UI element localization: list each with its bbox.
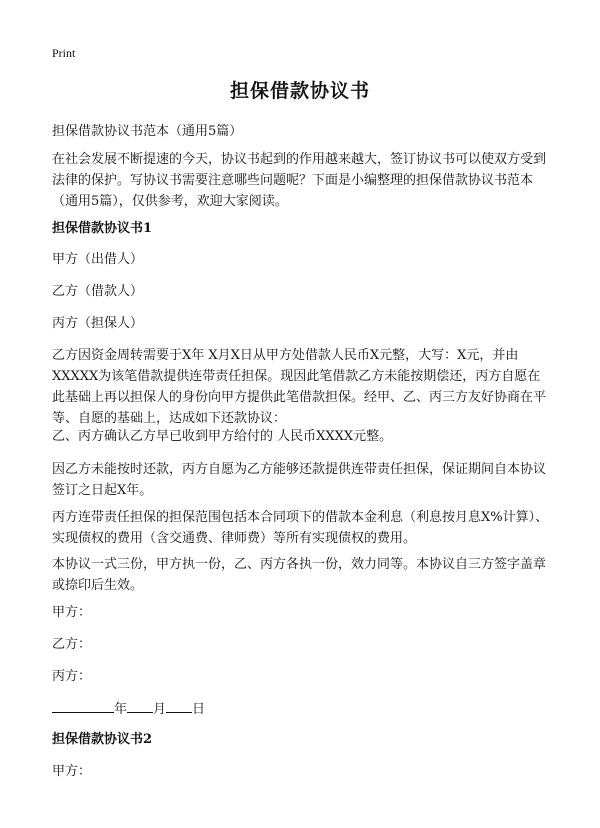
page-title: 担保借款协议书 (229, 80, 370, 102)
document-subtitle: 担保借款协议书范本（通用5篇） (52, 124, 243, 139)
month-label: 月 (153, 702, 167, 717)
year-label: 年 (114, 702, 128, 717)
day-label: 日 (192, 702, 206, 717)
month-blank (127, 698, 153, 713)
party-a-label: 甲方（出借人） (52, 252, 144, 267)
signature-party-a: 甲方： (52, 605, 92, 620)
signature-party-b: 乙方： (52, 637, 92, 652)
intro-paragraph: 在社会发展不断提速的今天，协议书起到的作用越来越大，签订协议书可以使双方受到法律的保护。写协议书需要注意哪些问题呢？下面是小编整理的担保借款协议书范本（通用5篇），仅供参考，欢迎大家阅读。 (52, 152, 547, 209)
signature-date-line (52, 698, 552, 720)
party-c-label: 丙方（担保人） (52, 316, 144, 331)
clause-paragraph-3: 因乙方未能按时还款，丙方自愿为乙方能够还款提供连带责任担保，保证期间自本协议签订之日起X年。 (52, 462, 547, 498)
year-blank (52, 698, 114, 713)
clause-paragraph-2: 乙、丙方确认乙方早已收到甲方给付的 人民币XXXX元整。 (52, 429, 393, 444)
signature-party-c: 丙方： (52, 669, 92, 684)
party-b-label: 乙方（借款人） (52, 284, 144, 299)
clause-paragraph-1: 乙方因资金周转需要于X年 X月X日从甲方处借款人民币X元整，大写：X元，并由XXXXX为该笔借款提供连带责任担保。现因此笔借款乙方未能按期偿还，丙方自愿在此基础上再以担保人的身份向甲方提供此笔借款担保。经甲、乙、丙三方友好协商在平等、自愿的基础上，达成如下还款协议： (52, 348, 547, 426)
section-2-party-a: 甲方： (52, 764, 92, 779)
clause-paragraph-5: 本协议一式三份，甲方执一份，乙、丙方各执一份，效力同等。本协议自三方签字盖章或捺印后生效。 (52, 557, 547, 593)
print-link[interactable]: Print (52, 46, 76, 60)
clause-paragraph-4: 丙方连带责任担保的担保范围包括本合同项下的借款本金利息（利息按月息X%计算）、实现债权的费用（含交通费、律师费）等所有实现债权的费用。 (52, 510, 549, 546)
section-1-heading: 担保借款协议书1 (52, 221, 153, 236)
section-2-heading: 担保借款协议书2 (52, 732, 153, 747)
day-blank (166, 698, 192, 713)
